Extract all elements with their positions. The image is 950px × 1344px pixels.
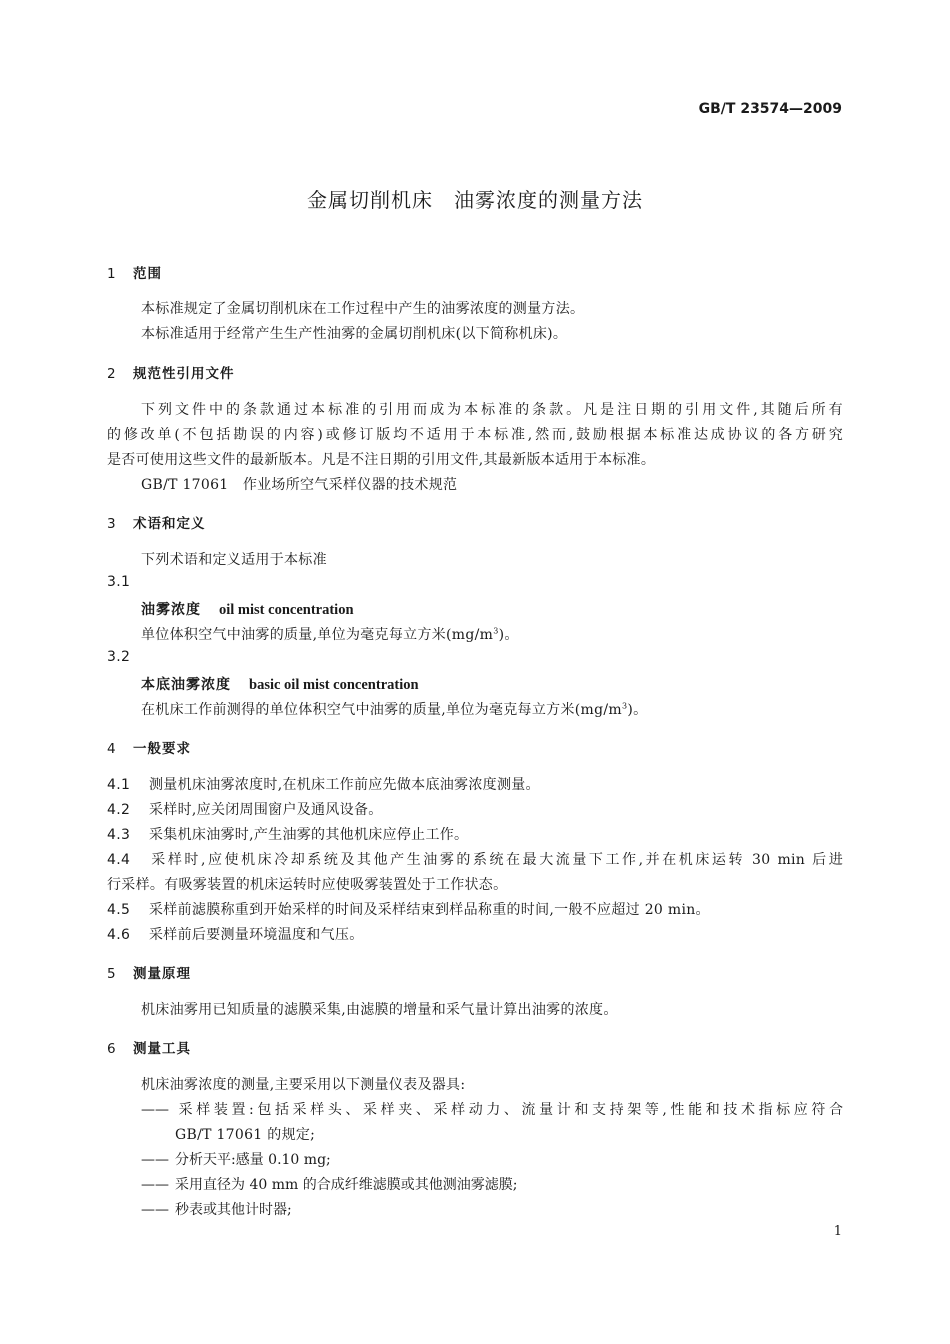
section-title: 测量原理 bbox=[133, 966, 191, 982]
clause-number: 4.1 bbox=[107, 777, 131, 793]
clause-number: 4.5 bbox=[107, 902, 131, 918]
clause-number: 4.3 bbox=[107, 827, 131, 843]
clause bbox=[107, 849, 843, 869]
paragraph: 机床油雾浓度的测量,主要采用以下测量仪表及器具: bbox=[141, 1077, 466, 1093]
definition-end: )。 bbox=[627, 702, 648, 718]
section-2-heading bbox=[107, 362, 235, 382]
term-definition bbox=[141, 624, 519, 644]
normative-reference: GB/T 17061 作业场所空气采样仪器的技术规范 bbox=[141, 477, 458, 493]
paragraph: 本标准适用于经常产生生产性油雾的金属切削机床(以下简称机床)。 bbox=[141, 326, 568, 342]
definition-end: )。 bbox=[498, 627, 519, 643]
paragraph: 下列术语和定义适用于本标准 bbox=[141, 552, 327, 568]
section-number: 4 bbox=[107, 741, 117, 757]
list-item-text: 采用直径为 40 mm 的合成纤维滤膜或其他测油雾滤膜; bbox=[175, 1177, 518, 1193]
standard-number: GB/T 23574—2009 bbox=[698, 101, 842, 117]
section-3-heading bbox=[107, 512, 206, 532]
clause bbox=[107, 824, 468, 844]
term-definition bbox=[141, 699, 647, 719]
section-number: 6 bbox=[107, 1041, 117, 1057]
clause bbox=[107, 899, 710, 919]
term-entry bbox=[141, 599, 354, 619]
list-item-text: 分析天平:感量 0.10 mg; bbox=[175, 1152, 331, 1168]
section-1-heading bbox=[107, 262, 162, 282]
page-number: 1 bbox=[833, 1224, 842, 1239]
section-title: 范围 bbox=[133, 266, 162, 282]
section-5-heading bbox=[107, 962, 191, 982]
list-item-continuation: GB/T 17061 的规定; bbox=[175, 1127, 316, 1143]
section-4-heading bbox=[107, 737, 191, 757]
definition-text: 单位体积空气中油雾的质量,单位为毫克每立方米(mg/m bbox=[141, 627, 494, 643]
section-number: 2 bbox=[107, 366, 117, 382]
clause-continuation: 行采样。有吸雾装置的机床运转时应使吸雾装置处于工作状态。 bbox=[107, 877, 508, 893]
list-item-text: 采样装置:包括采样头、采样夹、采样动力、流量计和支持架等,性能和技术指标应符合 bbox=[175, 1102, 843, 1118]
section-number: 1 bbox=[107, 266, 117, 282]
superscript: 3 bbox=[621, 701, 628, 711]
clause bbox=[107, 924, 364, 944]
clause-text: 测量机床油雾浓度时,在机床工作前应先做本底油雾浓度测量。 bbox=[149, 777, 540, 793]
clause bbox=[107, 774, 540, 794]
list-item bbox=[141, 1174, 517, 1194]
section-title: 测量工具 bbox=[133, 1041, 191, 1057]
list-item bbox=[141, 1199, 292, 1219]
section-title: 术语和定义 bbox=[133, 516, 206, 532]
clause-text: 采样前滤膜称重到开始采样的时间及采样结束到样品称重的时间,一般不应超过 20 min。 bbox=[149, 902, 710, 918]
clause-text: 采集机床油雾时,产生油雾的其他机床应停止工作。 bbox=[149, 827, 469, 843]
section-number: 5 bbox=[107, 966, 117, 982]
section-number: 3 bbox=[107, 516, 117, 532]
paragraph: 机床油雾用已知质量的滤膜采集,由滤膜的增量和采气量计算出油雾的浓度。 bbox=[141, 1002, 618, 1018]
clause-number: 4.4 bbox=[107, 852, 131, 868]
paragraph: 本标准规定了金属切削机床在工作过程中产生的油雾浓度的测量方法。 bbox=[141, 301, 585, 317]
list-item-text: 秒表或其他计时器; bbox=[175, 1202, 292, 1218]
term-zh: 本底油雾浓度 bbox=[141, 677, 231, 693]
clause-text: 采样前后要测量环境温度和气压。 bbox=[149, 927, 364, 943]
term-entry bbox=[141, 674, 419, 694]
section-title: 规范性引用文件 bbox=[133, 366, 235, 382]
list-dash: —— bbox=[141, 1202, 169, 1218]
paragraph-line: 的修改单(不包括勘误的内容)或修订版均不适用于本标准,然而,鼓励根据本标准达成协议的各方研究 bbox=[107, 427, 843, 443]
term-en: oil mist concentration bbox=[219, 602, 354, 618]
list-dash: —— bbox=[141, 1102, 169, 1118]
list-dash: —— bbox=[141, 1177, 169, 1193]
superscript: 3 bbox=[493, 626, 499, 636]
term-number: 3.1 bbox=[107, 574, 131, 590]
clause-text: 采样时,应使机床冷却系统及其他产生油雾的系统在最大流量下工作,并在机床运转 30 min 后进 bbox=[149, 852, 843, 868]
page-title: 金属切削机床 油雾浓度的测量方法 bbox=[307, 188, 643, 212]
term-zh: 油雾浓度 bbox=[141, 602, 201, 618]
clause bbox=[107, 799, 383, 819]
paragraph-line: 是否可使用这些文件的最新版本。凡是不注日期的引用文件,其最新版本适用于本标准。 bbox=[107, 452, 656, 468]
clause-text: 采样时,应关闭周围窗户及通风设备。 bbox=[149, 802, 383, 818]
clause-number: 4.6 bbox=[107, 927, 131, 943]
term-en: basic oil mist concentration bbox=[249, 677, 419, 693]
list-dash: —— bbox=[141, 1152, 169, 1168]
paragraph-line: 下列文件中的条款通过本标准的引用而成为本标准的条款。凡是注日期的引用文件,其随后所有 bbox=[141, 402, 843, 418]
term-number: 3.2 bbox=[107, 649, 131, 665]
definition-text: 在机床工作前测得的单位体积空气中油雾的质量,单位为毫克每立方米(mg/m bbox=[141, 702, 622, 718]
clause-number: 4.2 bbox=[107, 802, 131, 818]
list-item bbox=[141, 1099, 843, 1119]
list-item bbox=[141, 1149, 331, 1169]
section-6-heading bbox=[107, 1037, 191, 1057]
section-title: 一般要求 bbox=[133, 741, 191, 757]
